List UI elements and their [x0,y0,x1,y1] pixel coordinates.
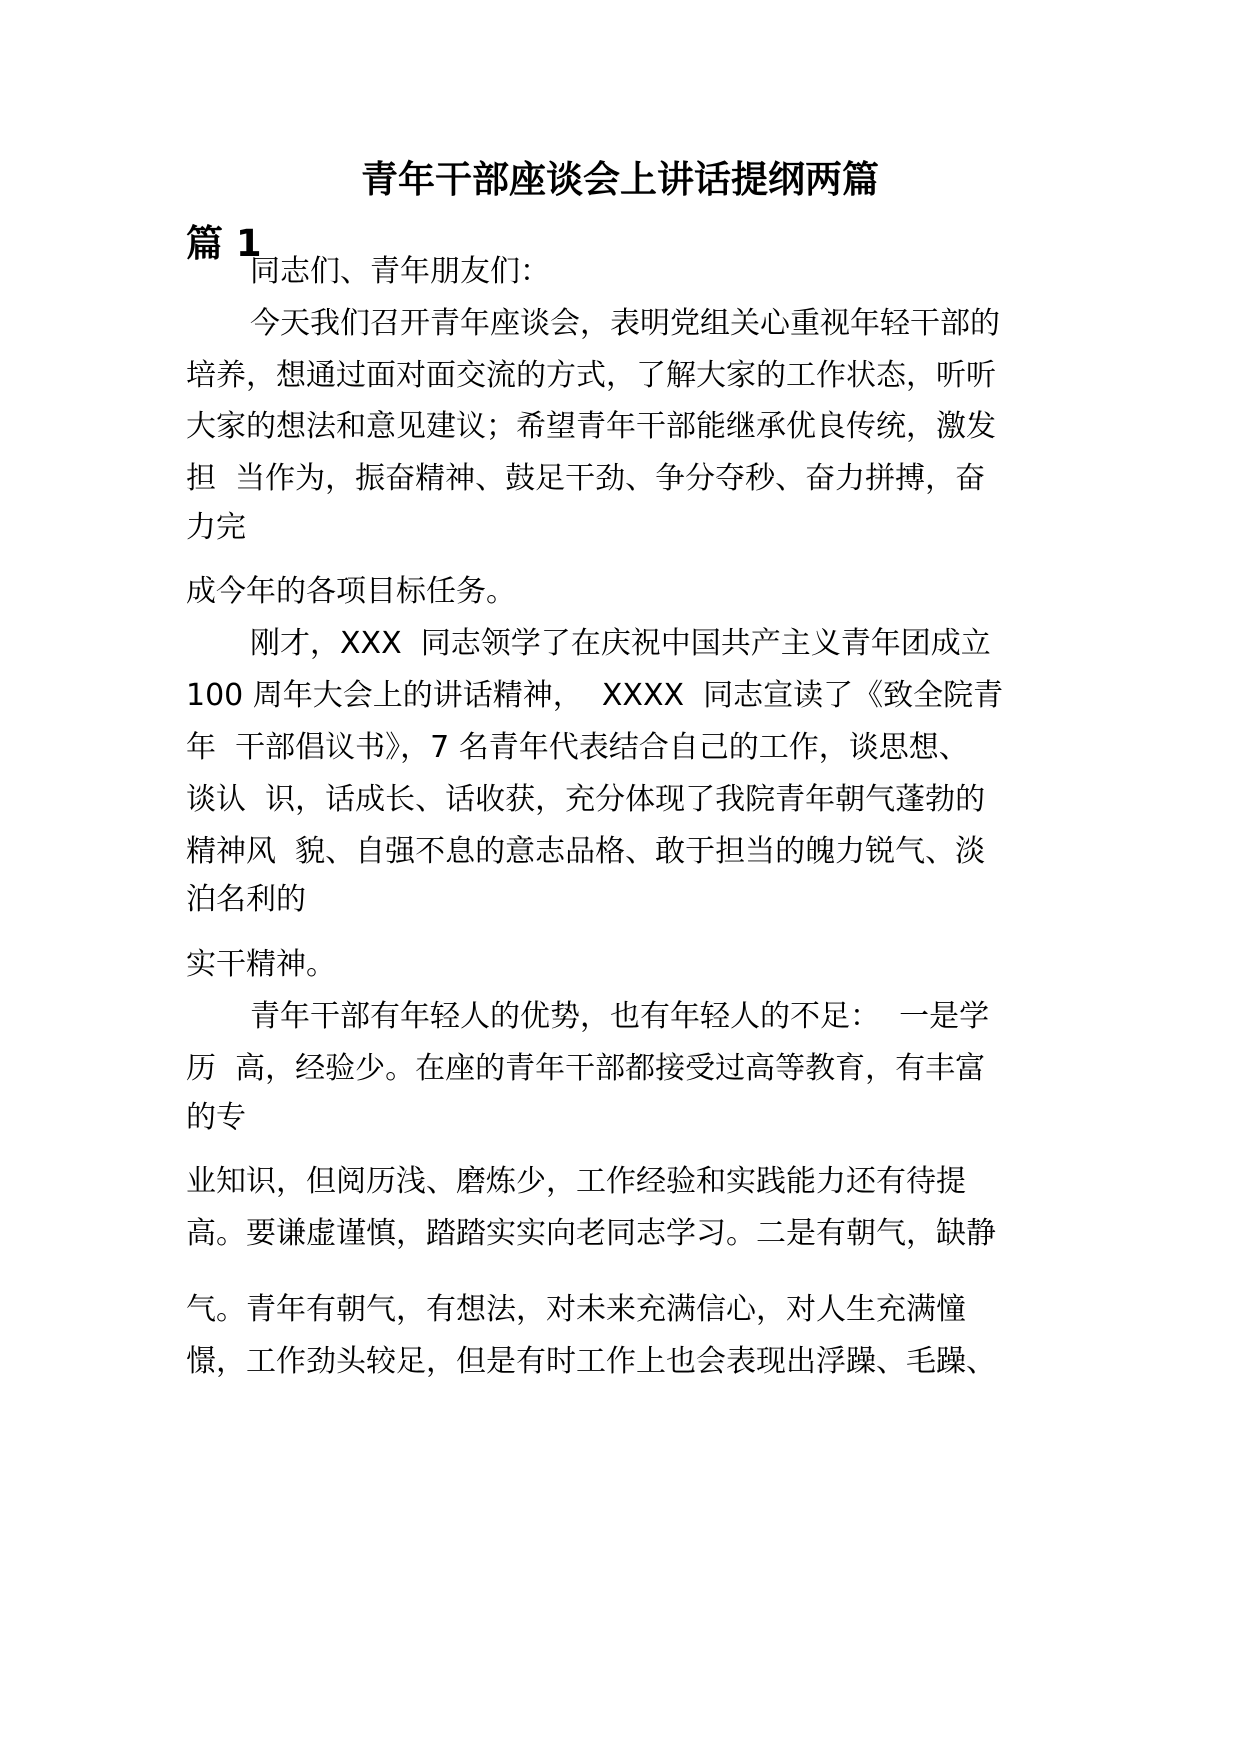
text-line: 大家的想法和意见建议；希望青年干部能继承优良传统，激发 [186,409,996,444]
text-line: 高。要谦虚谨慎，踏踏实实向老同志学习。二是有朝气，缺静 [186,1216,996,1251]
text-line: 精神风 貌、自强不息的意志品格、敢于担当的魄力锐气、淡 [186,834,986,869]
text-line: 培养，想通过面对面交流的方式，了解大家的工作状态，听听 [186,358,996,393]
text-line: 年 干部倡议书》，7 名青年代表结合自己的工作，谈思想、 [186,730,969,765]
text-line: 刚才，XXX 同志领学了在庆祝中国共产主义青年团成立 [250,626,991,661]
section-heading: 篇 1 [186,222,262,265]
text-line: 同志们、青年朋友们： [250,254,550,289]
text-line: 青年干部有年轻人的优势，也有年轻人的不足： 一是学 [250,999,990,1034]
text-line: 业知识，但阅历浅、磨炼少，工作经验和实践能力还有待提 [186,1164,966,1199]
text-line: 憬，工作劲头较足，但是有时工作上也会表现出浮躁、毛躁、 [186,1344,996,1379]
document-title: 青年干部座谈会上讲话提纲两篇 [361,158,879,201]
text-line: 实干精神。 [186,947,336,982]
text-line: 力完 [186,510,246,545]
text-line: 气。青年有朝气，有想法，对未来充满信心，对人生充满憧 [186,1292,966,1327]
text-line: 担 当作为，振奋精神、鼓足干劲、争分夺秒、奋力拼搏，奋 [186,461,986,496]
text-line: 历 高，经验少。在座的青年干部都接受过高等教育，有丰富 [186,1051,986,1086]
text-line: 泊名利的 [186,882,306,917]
text-line: 谈认 识，话成长、话收获，充分体现了我院青年朝气蓬勃的 [186,782,986,817]
text-line: 成今年的各项目标任务。 [186,574,516,609]
text-line: 今天我们召开青年座谈会，表明党组关心重视年轻干部的 [250,306,1000,341]
text-line: 100 周年大会上的讲话精神， XXXX 同志宣读了《致全院青 [186,678,1004,713]
text-line: 的专 [186,1100,246,1135]
